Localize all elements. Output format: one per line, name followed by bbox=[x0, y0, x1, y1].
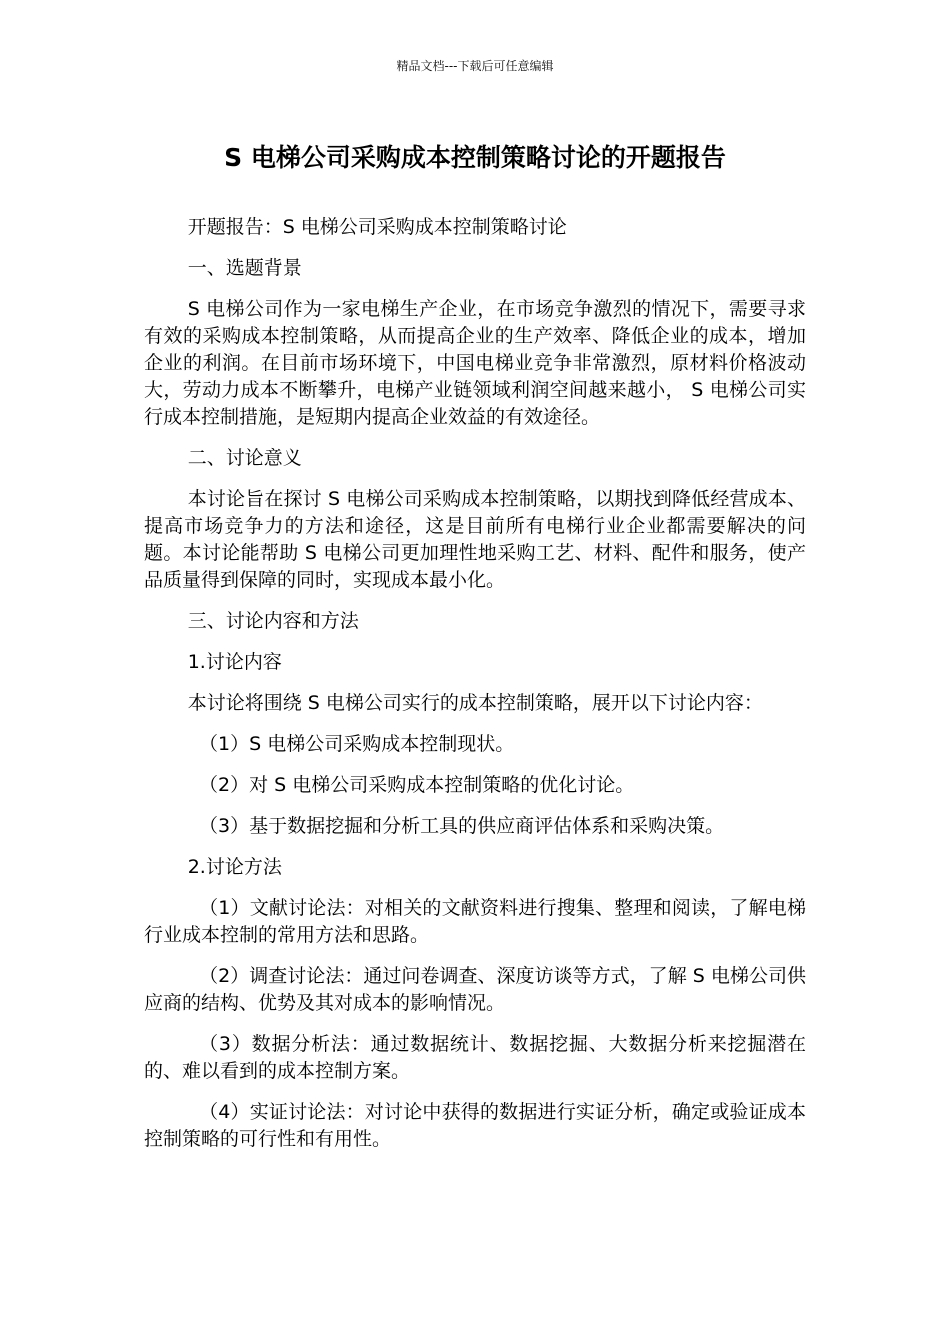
significance-paragraph: 本讨论旨在探讨 S 电梯公司采购成本控制策略，以期找到降低经营成本、提高市场竞争力的方法和途径，这是目前所有电梯行业企业都需要解决的问题。本讨论能帮助 S 电梯公司更加理性地采购工艺、材料、配件和服务，使产品质量得到保障的同时，实现成本最小化。 bbox=[144, 488, 806, 591]
content-list-item: （2）对 S 电梯公司采购成本控制策略的优化讨论。 bbox=[199, 774, 635, 796]
subheading-methods: 2.讨论方法 bbox=[187, 856, 282, 878]
method-list-item: （1）文献讨论法：对相关的文献资料进行搜集、整理和阅读，了解电梯行业成本控制的常用方法和思路。 bbox=[144, 897, 806, 946]
document-body bbox=[144, 214, 806, 1167]
section-heading-content-methods: 三、讨论内容和方法 bbox=[187, 610, 359, 632]
background-paragraph: S 电梯公司作为一家电梯生产企业，在市场竞争激烈的情况下，需要寻求有效的采购成本控制策略，从而提高企业的生产效率、降低企业的成本，增加企业的利润。在目前市场环境下，中国电梯业竞争非常激烈，原材料价格波动大，劳动力成本不断攀升，电梯产业链领域利润空间越来越小， S 电梯公司实行成本控制措施，是短期内提高企业效益的有效途径。 bbox=[144, 298, 806, 428]
content-list-item: （3）基于数据挖掘和分析工具的供应商评估体系和采购决策。 bbox=[199, 815, 725, 837]
content-list-item: （1）S 电梯公司采购成本控制现状。 bbox=[199, 733, 515, 755]
header-note: 精品文档---下载后可任意编辑 bbox=[396, 59, 554, 73]
method-list-item: （4）实证讨论法：对讨论中获得的数据进行实证分析，确定或验证成本控制策略的可行性和有用性。 bbox=[144, 1101, 806, 1150]
section-heading-background: 一、选题背景 bbox=[187, 257, 302, 279]
method-list-item: （2）调查讨论法：通过问卷调查、深度访谈等方式，了解 S 电梯公司供应商的结构、优势及其对成本的影响情况。 bbox=[144, 965, 806, 1014]
section-heading-significance: 二、讨论意义 bbox=[187, 447, 302, 469]
subheading-content: 1.讨论内容 bbox=[187, 651, 282, 673]
report-subtitle: 开题报告：S 电梯公司采购成本控制策略讨论 bbox=[187, 216, 567, 238]
method-list-item: （3）数据分析法：通过数据统计、数据挖掘、大数据分析来挖掘潜在的、难以看到的成本控制方案。 bbox=[144, 1033, 806, 1082]
content-intro-paragraph: 本讨论将围绕 S 电梯公司实行的成本控制策略，展开以下讨论内容： bbox=[187, 692, 763, 714]
document-title: S 电梯公司采购成本控制策略讨论的开题报告 bbox=[224, 143, 726, 172]
